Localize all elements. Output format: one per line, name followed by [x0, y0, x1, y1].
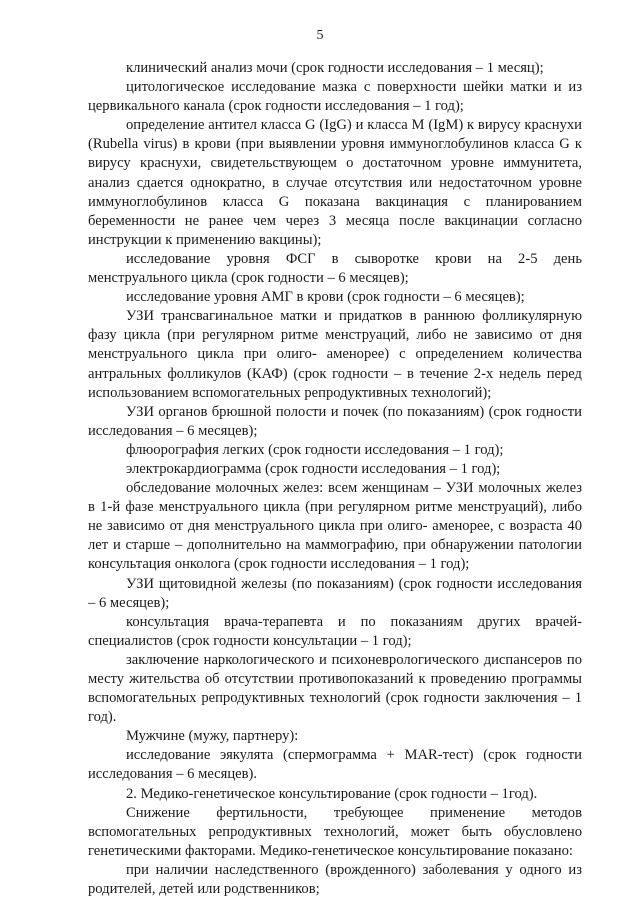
paragraph-male-partner-heading: Мужчине (мужу, партнеру):	[126, 728, 299, 745]
paragraph-amh: исследование уровня АМГ в крови (срок годности – 6 месяцев);	[126, 289, 525, 306]
section-heading-genetic-counseling: 2. Медико-генетическое консультирование (срок годности – 1год).	[126, 785, 538, 802]
paragraph-ecg: электрокардиограмма (срок годности исследования – 1 год);	[126, 460, 501, 477]
paragraph-dispensary-conclusion: заключение наркологического и психоневрологического диспансеров по месту жительства об отсутствии противопоказаний к проведению программы вспомогательных репродуктивных технологий (срок годности заключения – 1 год).	[88, 651, 582, 726]
paragraph-fluorography: флюорография легких (срок годности исследования – 1 год);	[126, 441, 504, 458]
paragraph-fsh: исследование уровня ФСГ в сыворотке крови на 2-5 день менструального цикла (срок годности – 6 месяцев);	[88, 250, 582, 287]
paragraph-urinalysis: клинический анализ мочи (срок годности исследования – 1 месяц);	[126, 60, 544, 76]
document-body	[88, 59, 582, 899]
paragraph-rubella-antibodies: определение антител класса G (IgG) и класса M (IgM) к вирусу краснухи (Rubella virus) в крови (при выявлении уровня иммуноглобулинов класса G к вирусу краснухи, свидетельствующем о достаточном уровне иммунитета, анализ сдается однократно, в случае отсутствия или недостаточном уровне иммуноглобулинов класса G показана вакцинация с планированием беременности не ранее чем через 3 месяца после вакцинации согласно инструкции к применению вакцины);	[88, 117, 582, 248]
page-number: 5	[316, 28, 324, 43]
paragraph-thyroid-ultrasound: УЗИ щитовидной железы (по показаниям) (срок годности исследования – 6 месяцев);	[88, 575, 582, 611]
paragraph-ejaculate-analysis: исследование эякулята (спермограмма + MAR-тест) (срок годности исследования – 6 месяцев).	[88, 747, 582, 783]
paragraph-therapist-consultation: консультация врача-терапевта и по показаниям других врачей-специалистов (срок годности консультации – 1 год);	[88, 613, 582, 649]
paragraph-cytology: цитологическое исследование мазка с поверхности шейки матки и из цервикального канала (срок годности исследования – 1 год);	[88, 79, 582, 115]
paragraph-hereditary-disease: при наличии наследственного (врожденного) заболевания у одного из родителей, детей или родственников;	[88, 861, 582, 898]
paragraph-transvaginal-ultrasound: УЗИ трансвагинальное матки и придатков в раннюю фолликулярную фазу цикла (при регулярном ритме менструаций, либо не зависимо от дня менструального цикла при олиго- аменорее) с определением количества антральных фолликулов (КАФ) (срок годности – в течение 2-х недель перед использованием вспомогательных репродуктивных технологий);	[88, 308, 582, 401]
paragraph-fertility-reduction: Снижение фертильности, требующее применение методов вспомогательных репродуктивных технологий, может быть обусловлено генетическими факторами. Медико-генетическое консультирование показано:	[88, 804, 582, 859]
paragraph-breast-exam: обследование молочных желез: всем женщинам – УЗИ молочных желез в 1-й фазе менструального цикла (при регулярном ритме менструаций), либо не зависимо от дня менструального цикла при олиго- аменорее, с возраста 40 лет и старше – дополнительно на маммографию, при обнаружении патологии консультация онколога (срок годности исследования – 1 год);	[88, 480, 582, 573]
paragraph-abdominal-ultrasound: УЗИ органов брюшной полости и почек (по показаниям) (срок годности исследования – 6 месяцев);	[88, 403, 582, 439]
